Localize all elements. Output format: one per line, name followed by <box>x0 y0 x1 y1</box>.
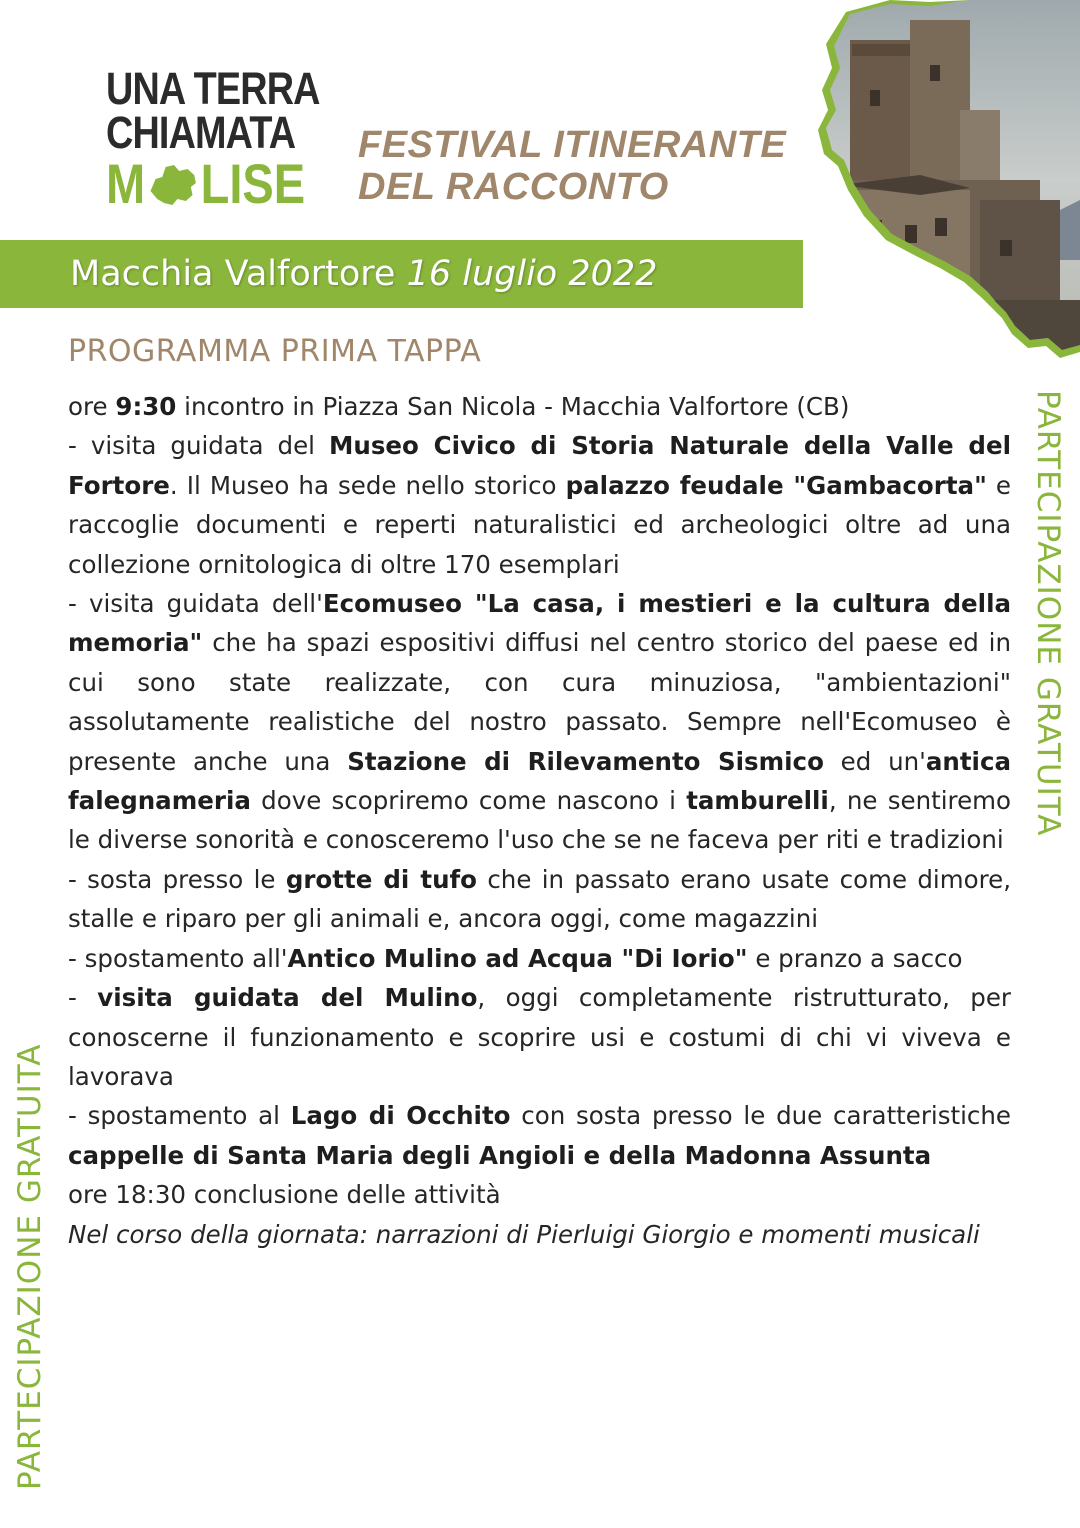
program-text: - visita guidata dell' <box>68 589 323 619</box>
logo-molise-end: LISE <box>200 152 306 215</box>
program-item <box>68 978 1011 1096</box>
program-text: ed un' <box>823 746 926 776</box>
program-highlight: Ecomuseo "La casa, i mestieri e la cultura della memoria" <box>68 589 1012 658</box>
event-date: 16 luglio 2022 <box>406 254 658 294</box>
program-text: incontro in Piazza San Nicola - Macchia Valfortore (CB) <box>176 392 850 421</box>
festival-subtitle-line1: FESTIVAL ITINERANTE <box>358 124 787 166</box>
program-text: . Il Museo ha sede nello storico <box>169 470 566 500</box>
program-highlight: tamburelli <box>686 786 829 816</box>
program-item <box>68 584 1011 860</box>
program-text: ore <box>68 392 116 421</box>
village-photo <box>810 0 1080 360</box>
program-text: , oggi completamente ristrutturato, per conoscerne il funzionamento e scoprire usi e costumi di chi vi viveva e lavorava <box>68 983 1011 1091</box>
program-item <box>68 860 1011 939</box>
program-text: - sosta presso le <box>68 864 286 894</box>
logo-molise <box>106 152 306 215</box>
festival-logo <box>106 62 787 215</box>
program-text: - spostamento all' <box>68 943 288 973</box>
program-highlight: grotte di tufo <box>285 864 477 894</box>
program-highlight: Stazione di Rilevamento Sismico <box>347 746 824 776</box>
program-content <box>68 387 1011 1254</box>
program-text: - visita guidata del <box>68 431 329 461</box>
program-highlight: visita guidata del Mulino <box>97 983 478 1013</box>
program-highlight: palazzo feudale "Gambacorta" <box>565 470 987 500</box>
program-highlight: Lago di Occhito <box>290 1101 511 1131</box>
program-item <box>68 426 1011 584</box>
program-text: - <box>68 983 98 1013</box>
program-text: , ne sentiremo le diverse sonorità e conosceremo l'uso che se ne faceva per riti e tradizioni <box>68 786 1011 855</box>
event-place: Macchia Valfortore <box>70 254 396 294</box>
program-text: e pranzo a sacco <box>747 943 963 973</box>
program-text: ore 18:30 conclusione delle attività <box>68 1180 501 1210</box>
program-text: - spostamento al <box>68 1101 291 1131</box>
program-highlight: cappelle di Santa Maria degli Angioli e della Madonna Assunta <box>68 1140 932 1170</box>
program-item <box>68 1096 1011 1175</box>
program-highlight: Museo Civico di Storia Naturale della Valle del Fortore <box>68 431 1011 500</box>
program-list <box>68 387 1011 1215</box>
program-item <box>68 387 1011 426</box>
side-label-right: PARTECIPAZIONE GRATUITA <box>1030 390 1066 837</box>
festival-subtitle-line2: DEL RACCONTO <box>358 166 669 208</box>
program-text: con sosta presso le due caratteristiche <box>510 1101 1011 1131</box>
program-highlight: 9:30 <box>115 392 177 421</box>
event-banner <box>0 240 803 308</box>
section-title: PROGRAMMA PRIMA TAPPA <box>68 334 482 369</box>
program-highlight: antica falegnameria <box>68 746 1011 816</box>
program-item <box>68 939 1011 978</box>
side-label-left: PARTECIPAZIONE GRATUITA <box>12 1043 48 1490</box>
program-text: che in passato erano usate come dimore, stalle e riparo per gli animali e, ancora oggi, come magazzini <box>68 864 1011 934</box>
molise-region-icon <box>147 161 199 207</box>
closing-note: Nel corso della giornata: narrazioni di Pierluigi Giorgio e momenti musicali <box>68 1219 980 1249</box>
program-text: e raccoglie documenti e reperti naturalistici ed archeologici oltre ad una collezione ornitologica di oltre 170 esemplari <box>68 470 1011 579</box>
program-text: che ha spazi espositivi diffusi nel centro storico del paese ed in cui sono state realizzate, con cura minuziosa, "ambientazioni" assolutamente realistiche del nostro passato. Sempre nell'Ecomuseo è presente anche una <box>68 628 1011 776</box>
logo-molise-start: M <box>106 152 146 215</box>
program-highlight: Antico Mulino ad Acqua "Di Iorio" <box>287 943 748 973</box>
program-item <box>68 1175 1011 1214</box>
program-text: dove scopriremo come nascono i <box>250 786 687 816</box>
logo-text-line2: CHIAMATA <box>106 107 296 158</box>
logo-text-line1: UNA TERRA <box>106 63 320 114</box>
